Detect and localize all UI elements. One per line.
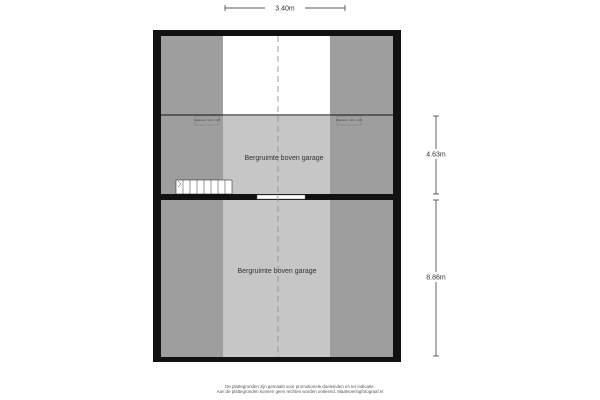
- staircase: [176, 180, 232, 194]
- dimension-right-upper: [422, 116, 452, 194]
- footer-line-2: Aan de plattegronden kunnen geen rechten worden ontleend. Maatvoeringfotograaf.nl: [216, 389, 384, 394]
- skylight-left-label: Dakraam 114 x 118: [194, 118, 220, 122]
- partition-opening: [257, 195, 305, 199]
- lower-storage-floor: [223, 200, 330, 357]
- dimension-right-lower: [422, 200, 452, 356]
- upper-room-label: Bergruimte boven garage: [244, 155, 324, 162]
- dimension-right-lower-label: 8.86m: [426, 274, 446, 282]
- partition-wall-right: [305, 194, 401, 200]
- lower-right-sloped-zone: [330, 200, 393, 357]
- footer-line-1: De plattegronden zijn gemaakt voor promotionele doeleinden en ter indicatie.: [225, 384, 375, 389]
- dimension-top-label: 3.40m: [275, 5, 295, 13]
- dimension-right-upper-label: 4.63m: [426, 151, 446, 159]
- lower-left-sloped-zone: [161, 200, 223, 357]
- lower-room-label: Bergruimte boven garage: [237, 268, 317, 275]
- footer-disclaimer: [150, 384, 450, 394]
- dimension-top: [225, 3, 345, 13]
- partition-wall-left: [153, 194, 257, 200]
- skylight-right-label: Dakraam 114 x 118: [336, 118, 362, 122]
- open-void: [223, 36, 330, 116]
